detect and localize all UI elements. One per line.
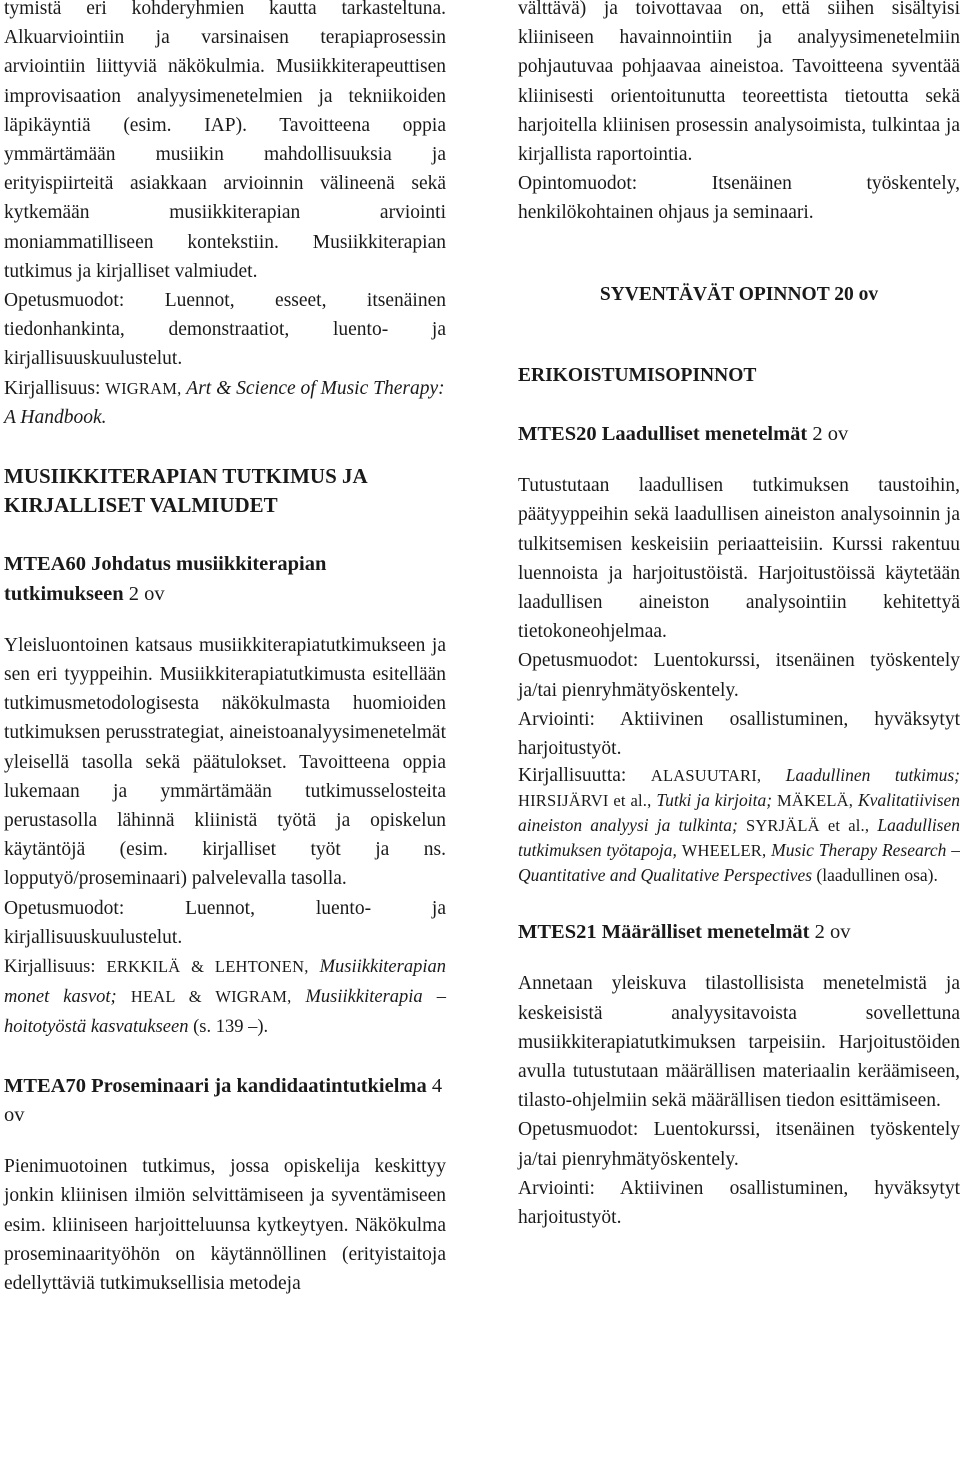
lit-label: Kirjallisuutta: <box>518 765 627 787</box>
course-credits-mtes21: 2 ov <box>814 921 851 944</box>
intro-paragraph: tymistä eri kohderyhmien kautta tarkasteltuna. Alkuarviointiin ja varsinaisen terapiaprosessin arviointiin liittyviä näkökulmia. Musiikkiterapeuttisen improvisaation analyysimenetelmien ja tekniikoiden läpikäyntiä (esim. IAP). Tavoitteena oppia ymmärtämään musiikin mahdollisuuksia ja erityispiirteitä asiakkaan arvioinnin välineenä sekä kytkemään musiikkiterapian arviointi moniammatilliseen kontekstiin. Musiikkiterapian tutkimus ja kirjalliset valmiudet. <box>4 0 446 282</box>
course-body-mtea60: Yleisluontoinen katsaus musiikkiterapiatutkimukseen ja sen eri tyyppeihin. Musiikkiterapiatutkimusta esitellään tutkimusmetodologisesta näkökulmasta huomioiden tutkimuksen perusstrategiat, aineistoanalyysimenetelmät yleisellä tasolla sekä päätulokset. Tavoitteena oppia lukemaan ja ymmärtämään tutkimusselosteita perustasolla lähinnä kliinistä työtä ja opiskelun käytäntöjä (esim. kirjalliset työt ja ns. lopputyö/proseminaari) palvelevalla tasolla. <box>4 634 446 890</box>
right-column <box>518 0 960 1232</box>
continued-paragraph: välttävä) ja toivottavaa on, että siihen sisältyisi kliiniseen havainnointiin ja analyysimenetelmiin pohjautuvaa pohjaavaa aineistoa. Tavoitteena syventää kliinisesti orientoitunutta teoreettista tietoutta sekä harjoitella kliinisen prosessin analysoimista, tulkintaa ja kirjallista raportointia. <box>518 0 960 166</box>
lit-author: SYRJÄLÄ et al., <box>745 816 870 836</box>
course-title-mtea60 <box>4 550 446 608</box>
continued-methods: Opintomuodot: Itsenäinen työskentely, henkilökohtainen ohjaus ja seminaari. <box>518 173 960 224</box>
intro-literature-label: Kirjallisuus: <box>4 377 101 399</box>
lit-title: Tutki ja kirjoita; <box>656 790 773 811</box>
course-assessment-mtes20: Arviointi: Aktiivinen osallistuminen, hyväksytyt harjoitustyöt. <box>518 708 960 760</box>
course-body-mtea70: Pienimuotoinen tutkimus, jossa opiskelija keskittyy jonkin kliinisen ilmiön selvittämiseen ja syventämiseen esim. kliiniseen harjoitteluunsa kytkeytyen. Näkökulma proseminaarityöhön on käytännöllinen (erityistaitoja edellyttäviä tutkimuksellisia metodeja <box>4 1156 446 1294</box>
lit-title: Laadullisen tutkimuksen työtapoja, <box>518 815 960 861</box>
course-title-mtes20-text: MTES20 Laadulliset menetelmät <box>518 423 808 446</box>
lit-title: Music Therapy Research – Quantitative and Qualitative Perspectives <box>518 840 960 886</box>
course-title-mtea60-text: MTEA60 Johdatus musiikkiterapian tutkimukseen <box>4 553 327 605</box>
section-heading-research: MUSIIKKITERAPIAN TUTKIMUS JA KIRJALLISET VALMIUDET <box>4 464 367 518</box>
lit-author: WHEELER, <box>681 841 767 861</box>
course-title-mtea70 <box>4 1072 446 1130</box>
course-title-mtea70-text: MTEA70 Proseminaari ja kandidaatintutkielma <box>4 1074 427 1097</box>
lit-author: HEAL & WIGRAM, <box>130 987 292 1007</box>
lit-note: (laadullinen osa). <box>816 865 938 886</box>
course-methods-mtea60: Opetusmuodot: Luennot, luento- ja kirjallisuuskuulustelut. <box>4 897 446 948</box>
course-literature-mtes20 <box>518 763 960 888</box>
course-credits-mtea60: 2 ov <box>128 582 165 605</box>
course-credits-mtes20: 2 ov <box>812 423 849 446</box>
lit-author: ALASUUTARI, <box>650 766 762 786</box>
lit-title: Kvalitatiivisen aineiston analyysi ja tulkinta; <box>518 790 960 836</box>
heading-advanced-studies: SYVENTÄVÄT OPINNOT 20 ov <box>599 283 879 305</box>
intro-literature-author: WIGRAM, <box>105 378 182 398</box>
course-literature-mtea60 <box>4 952 446 1042</box>
intro-literature-title: Art & Science of Music Therapy: A Handbook. <box>4 377 445 428</box>
intro-methods: Opetusmuodot: Luennot, esseet, itsenäinen tiedonhankinta, demonstraatiot, luento- ja kirjallisuuskuulustelut. <box>4 290 446 370</box>
course-title-mtes20 <box>518 420 960 449</box>
course-title-mtes21 <box>518 918 960 947</box>
course-methods-mtes20: Opetusmuodot: Luentokurssi, itsenäinen työskentely ja/tai pienryhmätyöskentely. <box>518 650 960 701</box>
lit-author: HIRSIJÄRVI et al., <box>518 791 652 811</box>
lit-title: Laadullinen tutkimus; <box>785 765 960 786</box>
course-assessment-mtes21: Arviointi: Aktiivinen osallistuminen, hyväksytyt harjoitustyöt. <box>518 1177 960 1229</box>
lit-author: ERKKILÄ & LEHTONEN, <box>106 957 309 977</box>
course-title-mtes21-text: MTES21 Määrälliset menetelmät <box>518 921 810 944</box>
course-body-mtes20: Tutustutaan laadullisen tutkimuksen taustoihin, päätyyppeihin sekä laadullisen aineiston analysoinnin ja tulkitsemisen keskeisiin periaatteisiin. Kurssi rakentuu luennoista ja harjoitustöistä. Harjoitustöissä käytetään laadullisen aineiston analysointiin kehitettyä tietokoneohjelmaa. <box>518 475 960 643</box>
course-methods-mtes21: Opetusmuodot: Luentokurssi, itsenäinen työskentely ja/tai pienryhmätyöskentely. <box>518 1119 960 1170</box>
left-column <box>4 0 446 1298</box>
lit-title: Musiikkiterapian monet kasvot; <box>4 957 446 1008</box>
course-body-mtes21: Annetaan yleiskuva tilastollisista menetelmistä ja keskeisistä analyysitavoista sovellettuna musiikkiterapiatutkimuksen tarpeisiin. Harjoitustöiden avulla tutustutaan määrällisen materiaalin keräämiseen, tilasto-ohjelmiin sekä määrällisen tiedon esittämiseen. <box>518 973 960 1112</box>
lit-title: Musiikkiterapia – hoitotyöstä kasvatukseen <box>4 987 446 1037</box>
course-credits-mtea70: 4 ov <box>4 1074 443 1126</box>
heading-specialization: ERIKOISTUMISOPINNOT <box>518 364 757 386</box>
lit-pages: (s. 139 –). <box>193 1016 269 1037</box>
lit-author: MÄKELÄ, <box>776 791 854 811</box>
intro-literature <box>4 374 446 432</box>
lit-label: Kirjallisuus: <box>4 957 96 978</box>
